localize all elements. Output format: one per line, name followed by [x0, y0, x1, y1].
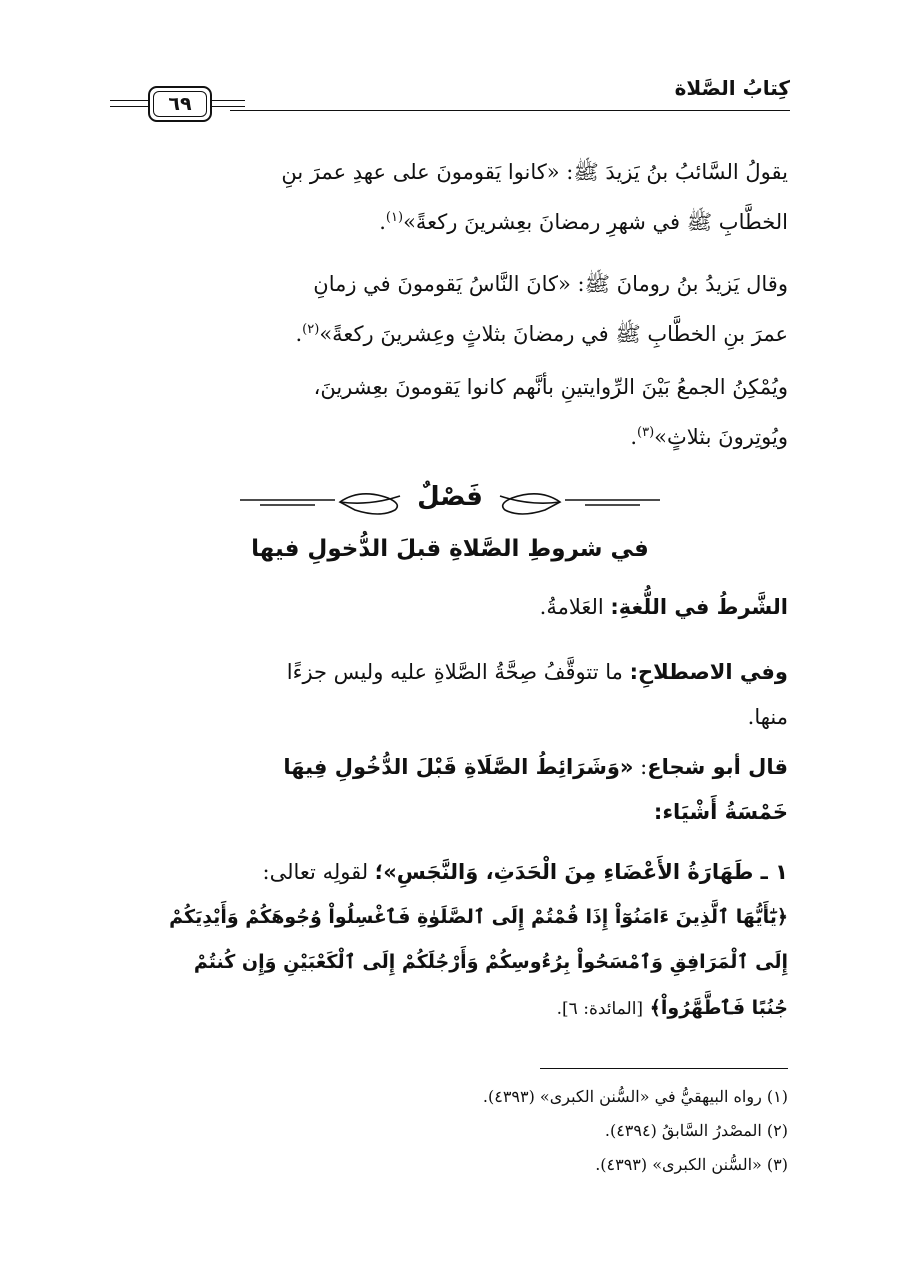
quote-line: قال أبو شجاع: «وَشَرَائِطُ الصَّلَاةِ قَبْلَ الدُّخُولِ فِيهَا — [283, 755, 788, 779]
quran-verse-line: إِلَى ٱلْمَرَافِقِ وَٱمْسَحُواْ بِرُءُوسِكُمْ وَأَرْجُلَكُمْ إِلَى ٱلْكَعْبَيْنِ وَإِن كُنتُمْ — [193, 951, 788, 973]
footnote-marker: (٣) — [637, 425, 655, 440]
paragraph-2 — [114, 262, 788, 357]
paragraph-text: عمرَ بنِ الخطَّابِ ﷺ في رمضانَ بثلاثٍ وعِشرينَ ركعةً» — [319, 322, 788, 346]
paragraph-3 — [114, 365, 788, 460]
definition-line — [114, 650, 788, 695]
header-rule — [230, 110, 790, 111]
definition-istilah — [114, 650, 788, 740]
paragraph-line: وقال يَزيدُ بنُ رومانَ ﷺ: «كانَ النَّاسُ يَقومونَ في زمانِ — [313, 272, 788, 296]
footnote-marker: (١) — [385, 210, 404, 225]
condition-line — [114, 850, 788, 895]
footnote-3: (٣) «السُّنن الكبرى» (٤٣٩٣). — [595, 1155, 788, 1174]
definition-text: ما تتوقَّفُ صِحَّةُ الصَّلاةِ عليه وليس جزءًا — [286, 660, 623, 684]
section-divider — [240, 480, 660, 524]
paragraph-line: الخطَّابِ ﷺ في شهرِ رمضانَ بعِشرينَ ركعةً»$^{(١)}$. — [379, 210, 788, 234]
paragraph-1 — [114, 150, 788, 245]
definition-line: منها. — [747, 705, 788, 729]
definition-term: وفي الاصطلاحِ: — [629, 660, 788, 684]
paragraph-line: ويُوتِرونَ بثلاثٍ»$^{(٣)}$. — [630, 425, 788, 449]
definition-term: الشَّرطُ في اللُّغةِ: — [610, 595, 788, 619]
footnote-rule — [540, 1068, 788, 1069]
fasl-heading: فَصْلٌ — [417, 482, 483, 512]
section-subtitle: في شروطِ الصَّلاةِ قبلَ الدُّخولِ فيها — [251, 536, 649, 562]
paragraph-line: ويُمْكِنُ الجمعُ بَيْنَ الرِّوايتينِ بأنَّهم كانوا يَقومونَ بعِشرينَ، — [313, 375, 788, 399]
quran-verse-text: جُنُبًا فَٱطَّهَّرُواْ﴾ — [649, 997, 788, 1019]
footnotes — [114, 1080, 788, 1182]
definition-lugha — [114, 585, 788, 630]
page-number-box — [148, 86, 212, 122]
book-title: كِتابُ الصَّلاة — [674, 76, 790, 100]
footnote-1: (١) رواه البيهقيُّ في «السُّنن الكبرى» (٤٣٩٣). — [482, 1087, 788, 1106]
page-number: ٦٩ — [153, 91, 207, 117]
quran-verse-line — [114, 985, 788, 1032]
paragraph-line: يقولُ السَّائبُ بنُ يَزيدَ ﷺ: «كانوا يَقومونَ على عهدِ عمرَ بنِ — [281, 160, 788, 184]
condition-1 — [114, 850, 788, 1032]
paragraph-line: عمرَ بنِ الخطَّابِ ﷺ في رمضانَ بثلاثٍ وعِشرينَ ركعةً»$^{(٢)}$. — [295, 322, 788, 346]
verse-reference: [المائدة: ٦]. — [556, 999, 644, 1019]
quote-text: «وَشَرَائِطُ الصَّلَاةِ قَبْلَ الدُّخُولِ فِيهَا — [283, 755, 634, 779]
matn-quote — [114, 745, 788, 835]
paragraph-text: ويُوتِرونَ بثلاثٍ» — [654, 425, 788, 449]
page-number-frame — [110, 86, 245, 126]
condition-text: لقولِه تعالى: — [262, 860, 369, 884]
quote-speaker: قال أبو شجاع — [647, 755, 788, 779]
definition-line — [114, 585, 788, 630]
footnote-marker: (٢) — [302, 322, 320, 337]
definition-text: العَلامةُ. — [539, 595, 604, 619]
footnote-2: (٢) المصْدرُ السَّابقُ (٤٣٩٤). — [604, 1121, 788, 1140]
condition-title: ١ ـ طَهَارَةُ الأَعْضَاءِ مِنَ الْحَدَثِ، وَالنَّجَسِ»؛ — [374, 860, 788, 884]
paragraph-text: الخطَّابِ ﷺ في شهرِ رمضانَ بعِشرينَ ركعةً» — [403, 210, 788, 234]
quote-line: خَمْسَةُ أَشْيَاء: — [653, 800, 788, 824]
quran-verse-line: ﴿يَٰٓأَيُّهَا ٱلَّذِينَ ءَامَنُوٓاْ إِذَا قُمْتُمْ إِلَى ٱلصَّلَوٰةِ فَٱغْسِلُواْ وُجُوهَكُمْ وَأَيْدِيَكُمْ — [169, 906, 788, 928]
page-header — [110, 70, 790, 122]
